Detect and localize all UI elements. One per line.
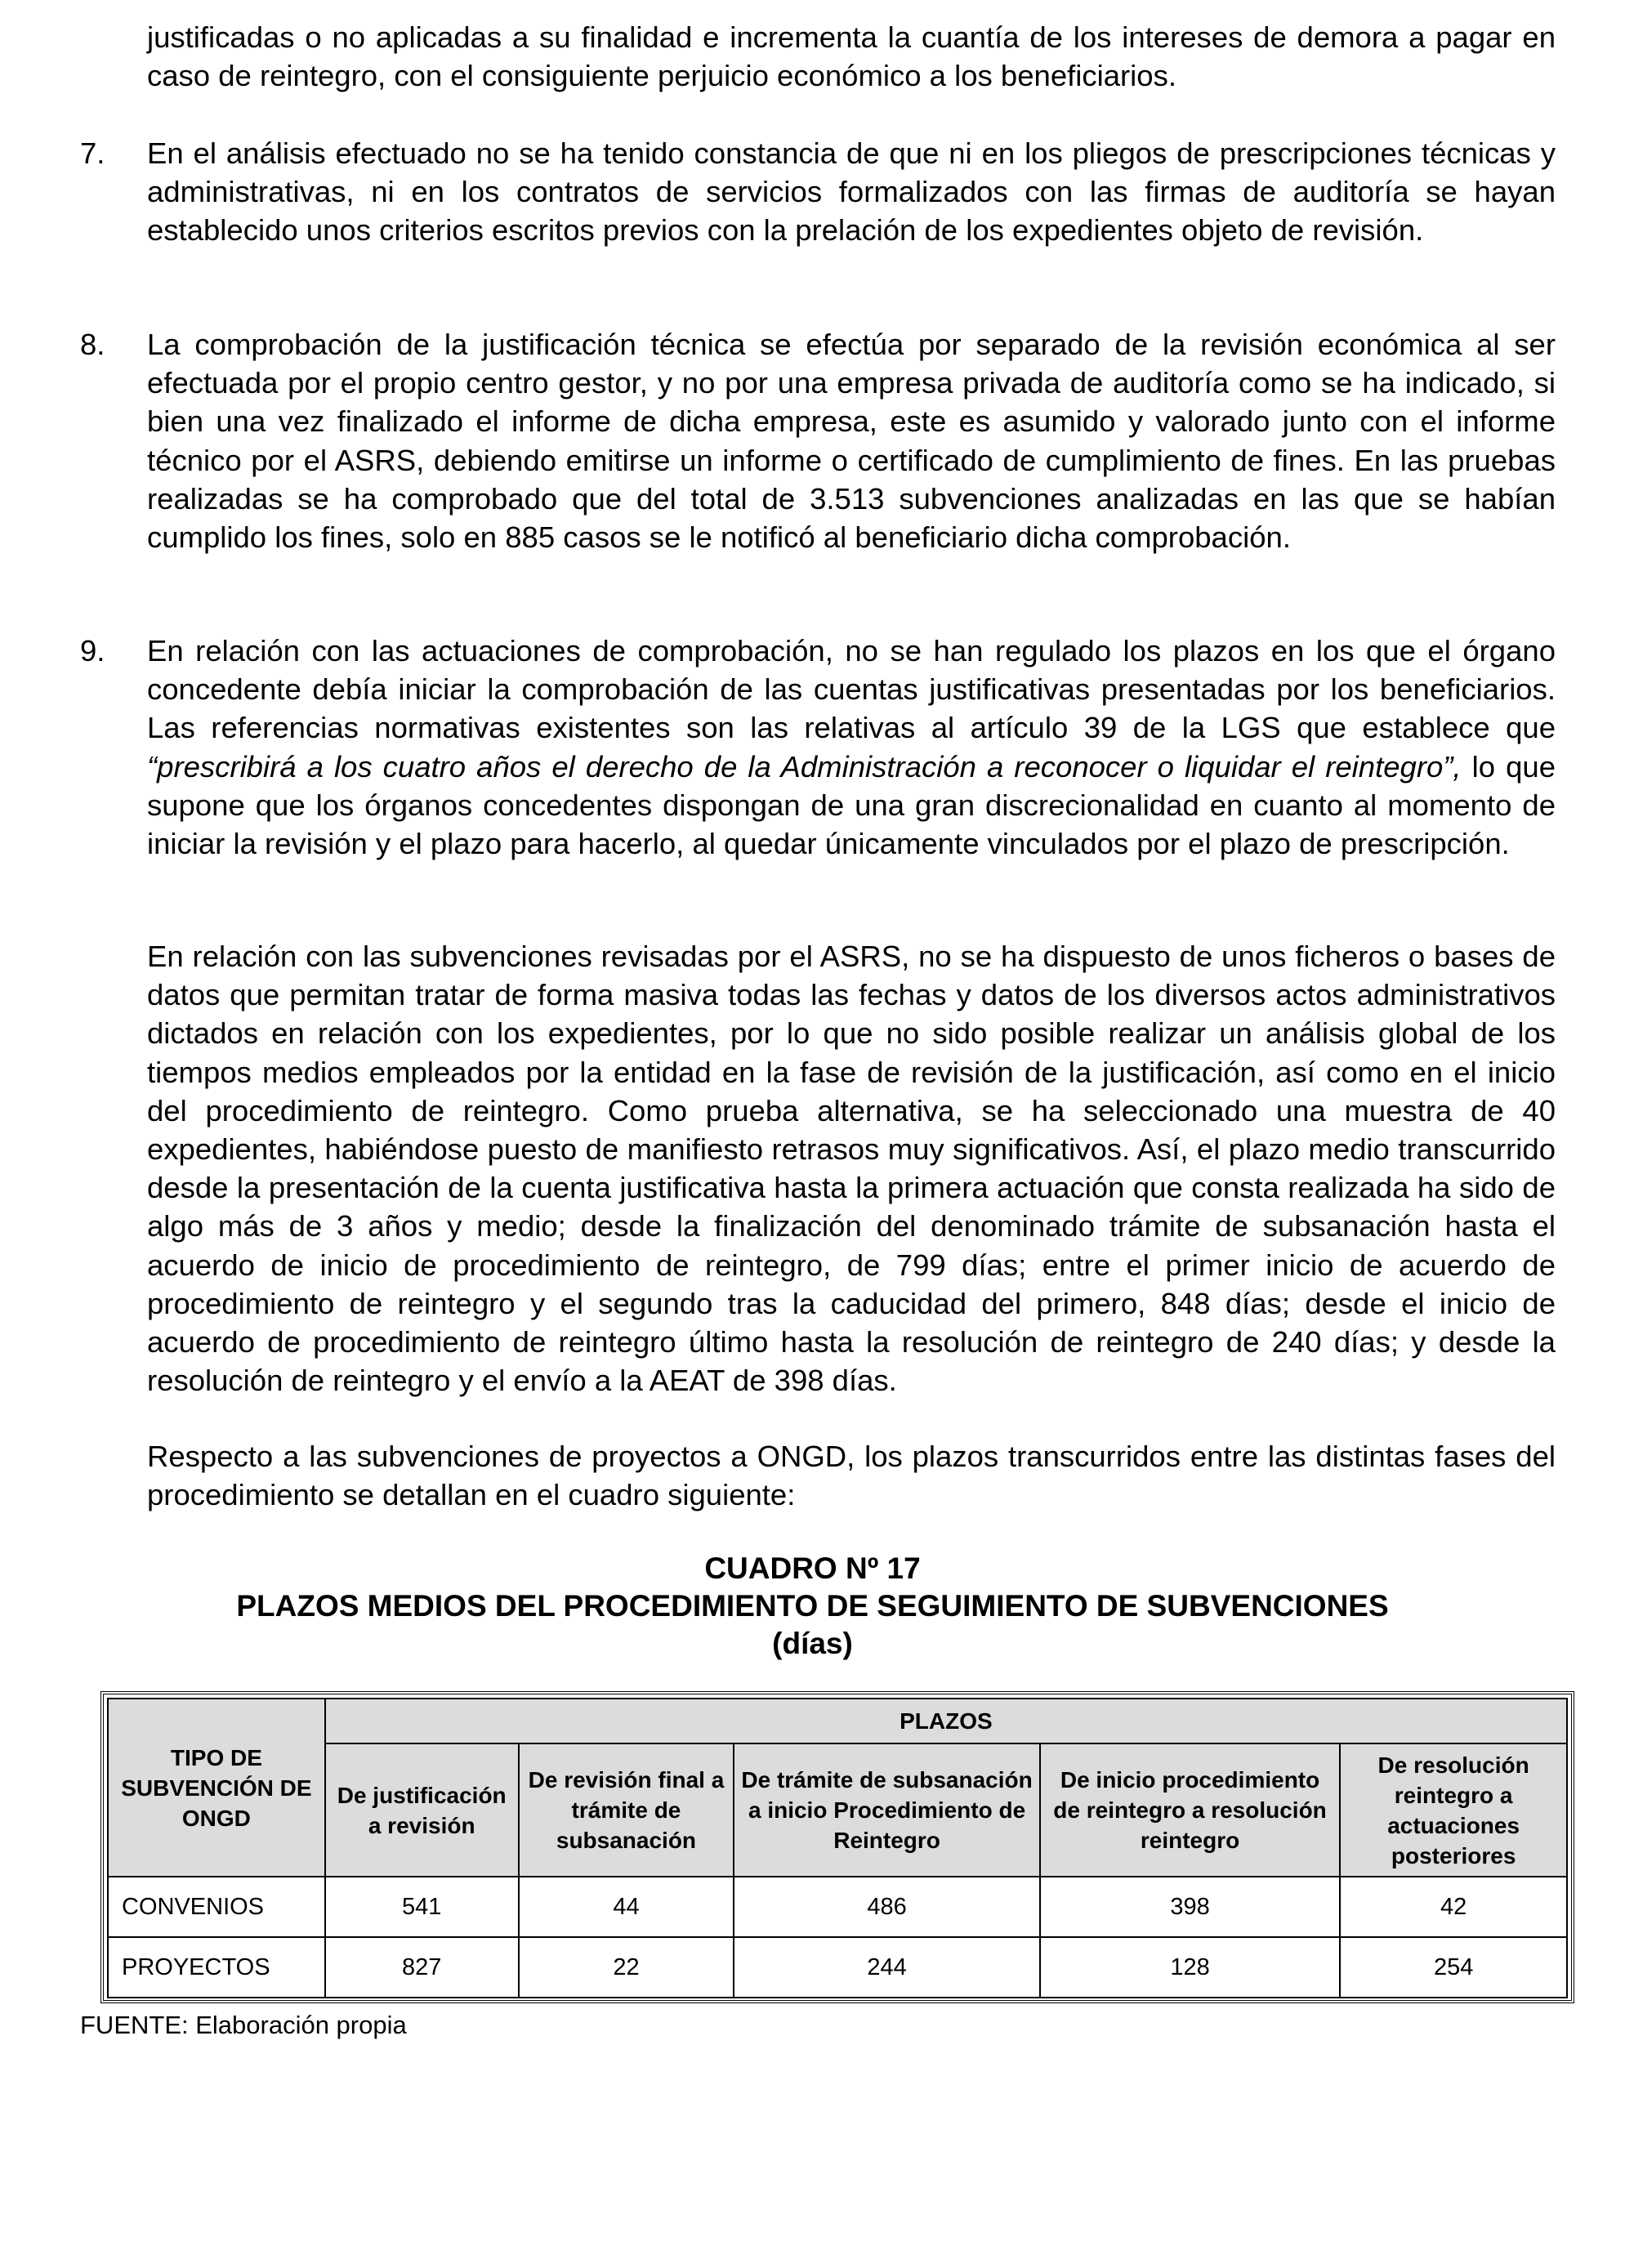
item-9-text (147, 632, 1556, 863)
table-cell: 42 (1340, 1877, 1567, 1937)
header-col-inicio-procedimiento: De inicio procedimiento de reintegro a resolución reintegro (1040, 1743, 1340, 1877)
source-note: FUENTE: Elaboración propia (80, 2011, 407, 2039)
header-col-subsanacion: De trámite de subsanación a inicio Procedimiento de Reintegro (734, 1743, 1039, 1877)
table-cell: 398 (1040, 1877, 1340, 1937)
item-9-text-after: lo que supone que los órganos concedentes dispongan de una gran discrecionalidad en cuanto al momento de iniciar la revisión y el plazo para hacerlo, al quedar únicamente vinculados por el plazo de prescripción. (147, 749, 1556, 861)
header-col-revision: De revisión final a trámite de subsanación (519, 1743, 734, 1877)
item-9-quote: “prescribirá a los cuatro años el derecho de la Administración a reconocer o liquidar el reintegro”, (147, 749, 1462, 784)
table-cell: 22 (519, 1937, 734, 1998)
header-col-justificacion: De justificación a revisión (325, 1743, 519, 1877)
table-cell: 254 (1340, 1937, 1567, 1998)
plazos-table (107, 1698, 1568, 1998)
table-caption-units: (días) (772, 1627, 853, 1660)
table-cell: 541 (325, 1877, 519, 1937)
table-cell: 486 (734, 1877, 1039, 1937)
plazos-table-frame (100, 1691, 1574, 2003)
intro-paragraph: justificadas o no aplicadas a su finalidad e incrementa la cuantía de los intereses de demora a pagar en caso de reintegro, con el consiguiente perjuicio económico a los beneficiarios. (147, 20, 1556, 93)
table-caption-title: PLAZOS MEDIOS DEL PROCEDIMIENTO DE SEGUIMIENTO DE SUBVENCIONES (236, 1589, 1389, 1623)
table-row (108, 1937, 1567, 1998)
header-plazos: PLAZOS (325, 1699, 1567, 1743)
ongd-paragraph: Respecto a las subvenciones de proyectos a ONGD, los plazos transcurridos entre las distintas fases del procedimiento se detallan en el cuadro siguiente: (147, 1440, 1556, 1512)
row-label: CONVENIOS (108, 1877, 325, 1937)
item-9-number: 9. (80, 634, 105, 667)
item-7-number: 7. (80, 136, 105, 170)
row-label: PROYECTOS (108, 1937, 325, 1998)
table-cell: 44 (519, 1877, 734, 1937)
header-tipo-subvencion: TIPO DE SUBVENCIÓN DE ONGD (108, 1699, 325, 1877)
table-cell: 128 (1040, 1937, 1340, 1998)
table-cell: 244 (734, 1937, 1039, 1998)
table-row (108, 1877, 1567, 1937)
item-8-text: La comprobación de la justificación técnica se efectúa por separado de la revisión económica al ser efectuada por el propio centro gestor, y no por una empresa privada de auditoría como se ha indicado, si bien una vez finalizado el informe de dicha empresa, este es asumido y valorado junto con el informe técnico por el ASRS, debiendo emitirse un informe o certificado de cumplimiento de fines. En las pruebas realizadas se ha comprobado que del total de 3.513 subvenciones analizadas en las que se habían cumplido los fines, solo en 885 casos se le notificó al beneficiario dicha comprobación. (147, 328, 1556, 555)
item-9-text-before: En relación con las actuaciones de comprobación, no se han regulado los plazos en los que el órgano concedente debía iniciar la comprobación de las cuentas justificativas presentadas por los beneficiarios. Las referencias normativas existentes son las relativas al artículo 39 de la LGS que establece que (147, 634, 1556, 745)
analysis-paragraph: En relación con las subvenciones revisadas por el ASRS, no se ha dispuesto de unos ficheros o bases de datos que permitan tratar de forma masiva todas las fechas y datos de los diversos actos administrativos dictados en relación con los expedientes, por lo que no sido posible realizar un análisis global de los tiempos medios empleados por la entidad en la fase de revisión de la justificación, así como en el inicio del procedimiento de reintegro. Como prueba alternativa, se ha seleccionado una muestra de 40 expedientes, habiéndose puesto de manifiesto retrasos muy significativos. Así, el plazo medio transcurrido desde la presentación de la cuenta justificativa hasta la primera actuación que consta realizada ha sido de algo más de 3 años y medio; desde la finalización del denominado trámite de subsanación hasta el acuerdo de inicio de procedimiento de reintegro, de 799 días; entre el primer inicio de acuerdo de procedimiento de reintegro y el segundo tras la caducidad del primero, 848 días; desde el inicio de acuerdo de procedimiento de reintegro último hasta la resolución de reintegro de 240 días; y desde la resolución de reintegro y el envío a la AEAT de 398 días. (147, 940, 1556, 1398)
item-7-text: En el análisis efectuado no se ha tenido constancia de que ni en los pliegos de prescripciones técnicas y administrativas, ni en los contratos de servicios formalizados con las firmas de auditoría se hayan establecido unos criterios escritos previos con la prelación de los expedientes objeto de revisión. (147, 136, 1556, 248)
item-8-number: 8. (80, 328, 105, 361)
header-col-resolucion: De resolución reintegro a actuaciones posteriores (1340, 1743, 1567, 1877)
table-caption-number: CUADRO Nº 17 (704, 1551, 921, 1585)
table-cell: 827 (325, 1937, 519, 1998)
